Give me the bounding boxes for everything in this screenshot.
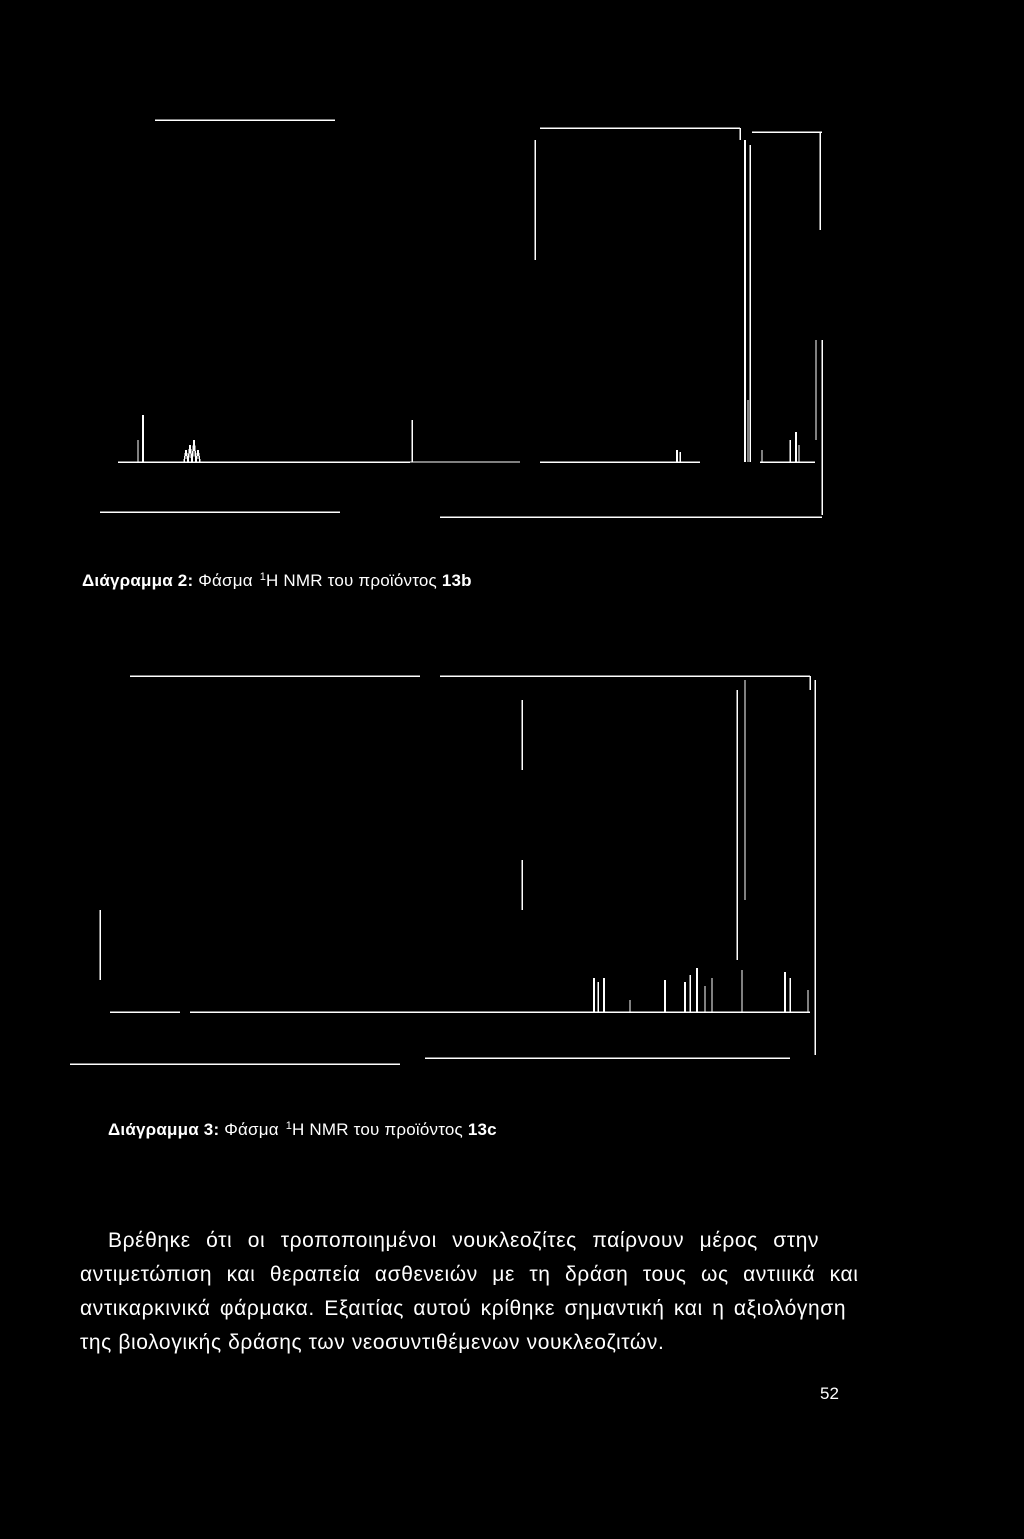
- nmr-spectrum-13b-plot: [0, 100, 1024, 530]
- nucleus-mass-number: 1: [259, 571, 267, 583]
- paragraph-line: της βιολογικής δράσης των νεοσυντιθέμενων νουκλεοζιτών.: [80, 1331, 665, 1354]
- compound-id: 13b: [441, 571, 472, 590]
- paragraph-line: αντικαρκινικά φάρμακα. Εξαιτίας αυτού κρίθηκε σημαντική και η αξιολόγηση: [80, 1297, 847, 1320]
- figure-text-prefix: Φάσμα: [198, 571, 253, 590]
- body-paragraph: [80, 1224, 980, 1360]
- page-number: 52: [820, 1384, 839, 1403]
- nucleus-mass-number: 1: [285, 1120, 293, 1132]
- compound-id: 13c: [467, 1120, 497, 1139]
- nmr-spectrum-13c-plot: [0, 660, 1024, 1080]
- paragraph-line: αντιμετώπιση και θεραπεία ασθενειών με τη δράση τους ως αντιιικά και: [80, 1263, 859, 1286]
- figure-text: H NMR του προϊόντος: [266, 571, 437, 590]
- paragraph-line: Βρέθηκε ότι οι τροποποιημένοι νουκλεοζίτες παίρνουν μέρος στην: [108, 1229, 820, 1252]
- figure-label: Διάγραμμα 2:: [82, 571, 194, 590]
- figure-caption-13b: [82, 571, 472, 591]
- figure-caption-13c: [108, 1120, 497, 1140]
- nmr-spectrum-13c: [0, 660, 1024, 1080]
- figure-label: Διάγραμμα 3:: [108, 1120, 220, 1139]
- nmr-spectrum-13b: [0, 100, 1024, 530]
- figure-text: H NMR του προϊόντος: [292, 1120, 463, 1139]
- figure-text-prefix: Φάσμα: [224, 1120, 279, 1139]
